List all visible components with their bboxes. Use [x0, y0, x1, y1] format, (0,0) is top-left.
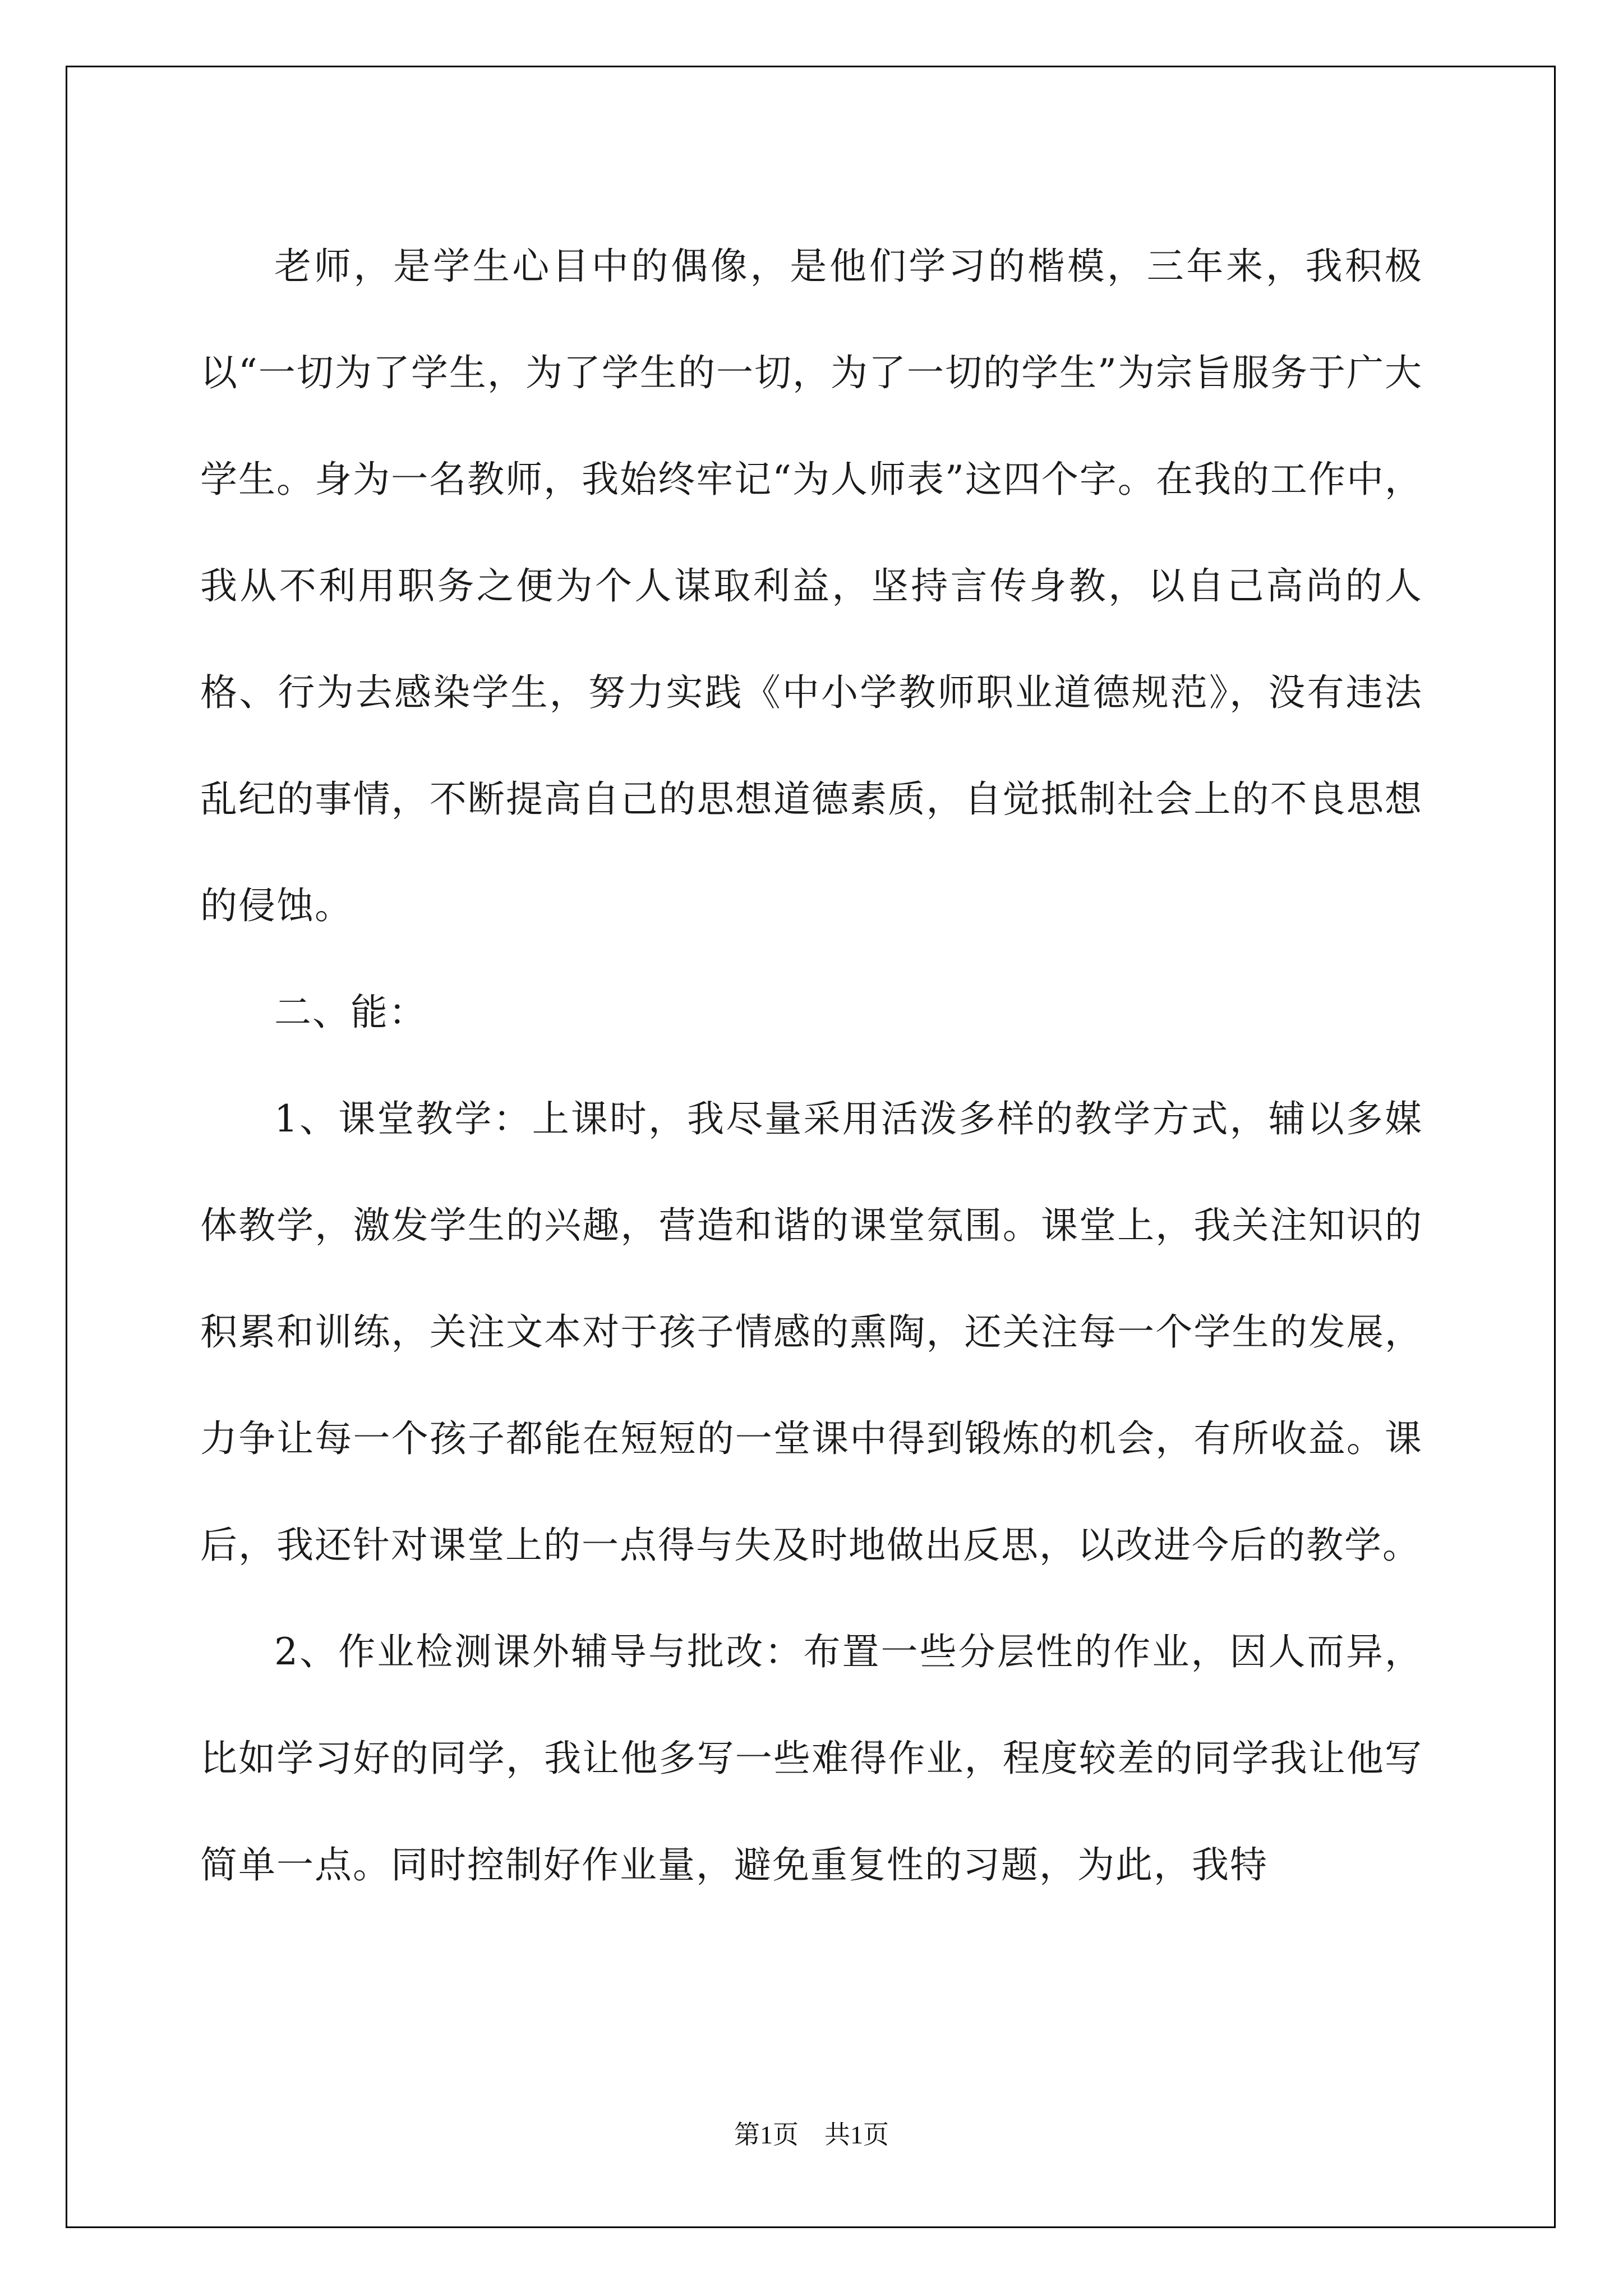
page-number: 第1页: [734, 2120, 799, 2149]
page-footer: [0, 2118, 1623, 2152]
paragraph-homework: 2、作业检测课外辅导与批改：布置一些分层性的作业，因人而异，比如学习好的同学，我让他多写一些难得作业，程度较差的同学我让他写简单一点。同时控制好作业量，避免重复性的习题，为此，我特: [200, 1630, 1423, 1887]
section-heading-ability: 二、能：: [274, 991, 427, 1034]
document-body: [200, 213, 1423, 1918]
paragraph-classroom-teaching: 1、课堂教学：上课时，我尽量采用活泼多样的教学方式，辅以多媒体教学，激发学生的兴趣，营造和谐的课堂氛围。课堂上，我关注知识的积累和训练，关注文本对于孩子情感的熏陶，还关注每一个学生的发展，力争让每一个孩子都能在短短的一堂课中得到锻炼的机会，有所收益。课后，我还针对课堂上的一点得与失及时地做出反思，以改进今后的教学。: [200, 1097, 1423, 1567]
page-total: 共1页: [824, 2120, 889, 2149]
paragraph-ethics: 老师，是学生心目中的偶像，是他们学习的楷模，三年来，我积极以“一切为了学生，为了学生的一切，为了一切的学生”为宗旨服务于广大学生。身为一名教师，我始终牢记“为人师表”这四个字。在我的工作中，我从不利用职务之便为个人谋取利益，坚持言传身教，以自己高尚的人格、行为去感染学生，努力实践《中小学教师职业道德规范》，没有违法乱纪的事情，不断提高自己的思想道德素质，自觉抵制社会上的不良思想的侵蚀。: [200, 245, 1423, 927]
